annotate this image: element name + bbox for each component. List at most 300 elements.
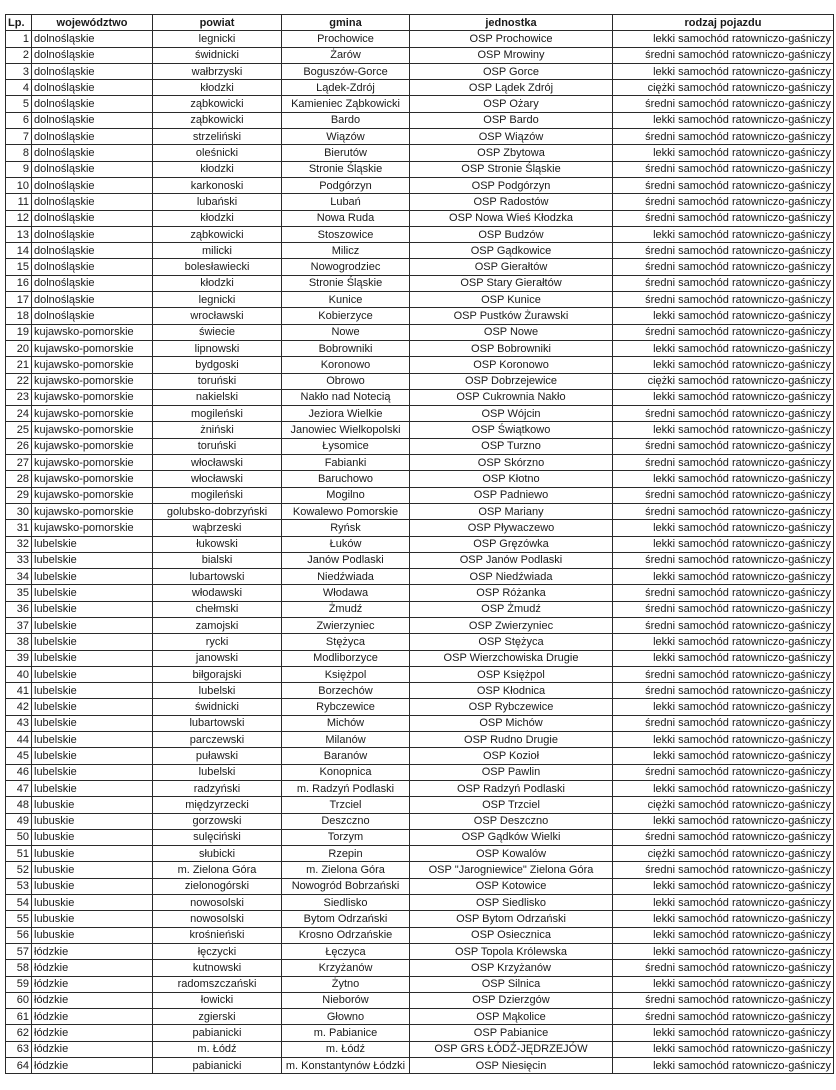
cell-lp: 15 [6,259,32,275]
cell-gmina: Nakło nad Notecią [282,389,410,405]
cell-wojewodztwo: lubelskie [32,683,153,699]
cell-wojewodztwo: kujawsko-pomorskie [32,520,153,536]
table-row [6,927,834,943]
cell-lp: 37 [6,617,32,633]
table-row [6,96,834,112]
table-row [6,1041,834,1057]
cell-jednostka: OSP Dobrzejewice [410,373,613,389]
cell-gmina: Fabianki [282,455,410,471]
cell-gmina: Trzciel [282,797,410,813]
cell-lp: 59 [6,976,32,992]
cell-gmina: Księżpol [282,666,410,682]
cell-lp: 55 [6,911,32,927]
cell-rodzaj-pojazdu: lekki samochód ratowniczo-gaśniczy [613,422,834,438]
cell-rodzaj-pojazdu: średni samochód ratowniczo-gaśniczy [613,129,834,145]
cell-wojewodztwo: kujawsko-pomorskie [32,357,153,373]
cell-lp: 38 [6,634,32,650]
cell-powiat: mogileński [153,487,282,503]
cell-jednostka: OSP Kunice [410,292,613,308]
cell-gmina: Lubań [282,194,410,210]
cell-powiat: nowosolski [153,911,282,927]
cell-powiat: nakielski [153,389,282,405]
table-row [6,943,834,959]
cell-powiat: sulęciński [153,829,282,845]
cell-jednostka: OSP Pływaczewo [410,520,613,536]
cell-jednostka: OSP Wiązów [410,129,613,145]
cell-jednostka: OSP Pabianice [410,1025,613,1041]
cell-powiat: bolesławiecki [153,259,282,275]
cell-rodzaj-pojazdu: lekki samochód ratowniczo-gaśniczy [613,520,834,536]
cell-jednostka: OSP Krzyżanów [410,960,613,976]
cell-wojewodztwo: dolnośląskie [32,63,153,79]
cell-wojewodztwo: dolnośląskie [32,308,153,324]
cell-powiat: kłodzki [153,161,282,177]
cell-rodzaj-pojazdu: lekki samochód ratowniczo-gaśniczy [613,634,834,650]
cell-powiat: janowski [153,650,282,666]
cell-gmina: Janów Podlaski [282,552,410,568]
cell-gmina: Modliborzyce [282,650,410,666]
table-row [6,503,834,519]
cell-jednostka: OSP Wierzchowiska Drugie [410,650,613,666]
cell-gmina: Prochowice [282,31,410,47]
cell-gmina: Lądek-Zdrój [282,80,410,96]
cell-powiat: lubartowski [153,715,282,731]
cell-lp: 61 [6,1009,32,1025]
cell-rodzaj-pojazdu: średni samochód ratowniczo-gaśniczy [613,1009,834,1025]
cell-lp: 48 [6,797,32,813]
cell-wojewodztwo: łódzkie [32,1009,153,1025]
table-row [6,406,834,422]
cell-powiat: milicki [153,243,282,259]
table-row [6,520,834,536]
cell-powiat: świdnicki [153,699,282,715]
cell-gmina: Kobierzyce [282,308,410,324]
cell-lp: 34 [6,569,32,585]
header-wojewodztwo: województwo [32,15,153,31]
cell-wojewodztwo: kujawsko-pomorskie [32,406,153,422]
cell-gmina: Obrowo [282,373,410,389]
cell-lp: 10 [6,177,32,193]
table-row [6,194,834,210]
cell-wojewodztwo: lubelskie [32,666,153,682]
cell-gmina: Niedźwiada [282,569,410,585]
cell-rodzaj-pojazdu: średni samochód ratowniczo-gaśniczy [613,992,834,1008]
cell-lp: 5 [6,96,32,112]
cell-rodzaj-pojazdu: średni samochód ratowniczo-gaśniczy [613,275,834,291]
cell-jednostka: OSP Zwierzyniec [410,617,613,633]
cell-powiat: parczewski [153,732,282,748]
cell-rodzaj-pojazdu: lekki samochód ratowniczo-gaśniczy [613,569,834,585]
table-row [6,748,834,764]
cell-lp: 49 [6,813,32,829]
cell-lp: 16 [6,275,32,291]
cell-rodzaj-pojazdu: średni samochód ratowniczo-gaśniczy [613,406,834,422]
cell-powiat: wałbrzyski [153,63,282,79]
cell-powiat: bydgoski [153,357,282,373]
table-row [6,683,834,699]
cell-wojewodztwo: lubuskie [32,813,153,829]
cell-powiat: m. Łódź [153,1041,282,1057]
cell-wojewodztwo: lubelskie [32,650,153,666]
cell-wojewodztwo: dolnośląskie [32,47,153,63]
cell-powiat: rycki [153,634,282,650]
cell-rodzaj-pojazdu: lekki samochód ratowniczo-gaśniczy [613,31,834,47]
table-row [6,471,834,487]
cell-wojewodztwo: lubelskie [32,764,153,780]
cell-powiat: włocławski [153,455,282,471]
cell-wojewodztwo: dolnośląskie [32,194,153,210]
cell-jednostka: OSP Mrowiny [410,47,613,63]
table-row [6,177,834,193]
cell-rodzaj-pojazdu: lekki samochód ratowniczo-gaśniczy [613,536,834,552]
cell-lp: 45 [6,748,32,764]
cell-wojewodztwo: dolnośląskie [32,129,153,145]
cell-rodzaj-pojazdu: średni samochód ratowniczo-gaśniczy [613,455,834,471]
cell-wojewodztwo: lubuskie [32,797,153,813]
cell-gmina: Milanów [282,732,410,748]
cell-gmina: Nowe [282,324,410,340]
cell-rodzaj-pojazdu: lekki samochód ratowniczo-gaśniczy [613,308,834,324]
cell-lp: 28 [6,471,32,487]
table-row [6,1009,834,1025]
cell-rodzaj-pojazdu: lekki samochód ratowniczo-gaśniczy [613,813,834,829]
table-row [6,324,834,340]
cell-rodzaj-pojazdu: średni samochód ratowniczo-gaśniczy [613,683,834,699]
cell-powiat: chełmski [153,601,282,617]
table-row [6,846,834,862]
cell-rodzaj-pojazdu: lekki samochód ratowniczo-gaśniczy [613,226,834,242]
table-row [6,226,834,242]
table-row [6,911,834,927]
cell-lp: 6 [6,112,32,128]
cell-powiat: toruński [153,373,282,389]
cell-lp: 41 [6,683,32,699]
cell-gmina: Nowogrodziec [282,259,410,275]
header-rodzaj-pojazdu: rodzaj pojazdu [613,15,834,31]
cell-powiat: słubicki [153,846,282,862]
cell-lp: 43 [6,715,32,731]
cell-wojewodztwo: łódzkie [32,943,153,959]
cell-rodzaj-pojazdu: lekki samochód ratowniczo-gaśniczy [613,878,834,894]
table-row [6,357,834,373]
cell-lp: 51 [6,846,32,862]
cell-wojewodztwo: lubuskie [32,862,153,878]
cell-powiat: łowicki [153,992,282,1008]
cell-lp: 13 [6,226,32,242]
cell-rodzaj-pojazdu: lekki samochód ratowniczo-gaśniczy [613,389,834,405]
table-row [6,112,834,128]
cell-jednostka: OSP Stronie Śląskie [410,161,613,177]
cell-powiat: łukowski [153,536,282,552]
cell-rodzaj-pojazdu: lekki samochód ratowniczo-gaśniczy [613,748,834,764]
cell-wojewodztwo: łódzkie [32,976,153,992]
cell-lp: 35 [6,585,32,601]
cell-gmina: Rybczewice [282,699,410,715]
table-row [6,862,834,878]
cell-gmina: Krzyżanów [282,960,410,976]
cell-rodzaj-pojazdu: lekki samochód ratowniczo-gaśniczy [613,943,834,959]
cell-wojewodztwo: lubuskie [32,878,153,894]
cell-powiat: legnicki [153,292,282,308]
table-row [6,422,834,438]
cell-rodzaj-pojazdu: średni samochód ratowniczo-gaśniczy [613,617,834,633]
table-row [6,438,834,454]
cell-rodzaj-pojazdu: ciężki samochód ratowniczo-gaśniczy [613,797,834,813]
cell-lp: 1 [6,31,32,47]
cell-powiat: oleśnicki [153,145,282,161]
cell-jednostka: OSP Gądków Wielki [410,829,613,845]
cell-powiat: pabianicki [153,1025,282,1041]
cell-powiat: świdnicki [153,47,282,63]
cell-gmina: Głowno [282,1009,410,1025]
cell-wojewodztwo: dolnośląskie [32,226,153,242]
cell-wojewodztwo: łódzkie [32,1058,153,1074]
header-jednostka: jednostka [410,15,613,31]
cell-jednostka: OSP Janów Podlaski [410,552,613,568]
cell-powiat: radzyński [153,780,282,796]
cell-wojewodztwo: kujawsko-pomorskie [32,471,153,487]
table-row [6,650,834,666]
table-row [6,487,834,503]
cell-gmina: Baranów [282,748,410,764]
table-row [6,585,834,601]
table-row [6,129,834,145]
cell-jednostka: OSP Niesięcin [410,1058,613,1074]
cell-rodzaj-pojazdu: średni samochód ratowniczo-gaśniczy [613,96,834,112]
cell-rodzaj-pojazdu: lekki samochód ratowniczo-gaśniczy [613,1058,834,1074]
cell-jednostka: OSP Pustków Żurawski [410,308,613,324]
cell-jednostka: OSP Topola Królewska [410,943,613,959]
table-row [6,308,834,324]
cell-lp: 4 [6,80,32,96]
table-row [6,569,834,585]
cell-rodzaj-pojazdu: średni samochód ratowniczo-gaśniczy [613,324,834,340]
cell-gmina: Nowa Ruda [282,210,410,226]
cell-lp: 18 [6,308,32,324]
cell-gmina: Bobrowniki [282,340,410,356]
cell-gmina: Stronie Śląskie [282,161,410,177]
cell-powiat: toruński [153,438,282,454]
cell-powiat: biłgorajski [153,666,282,682]
cell-rodzaj-pojazdu: średni samochód ratowniczo-gaśniczy [613,666,834,682]
cell-jednostka: OSP Michów [410,715,613,731]
cell-gmina: Jeziora Wielkie [282,406,410,422]
cell-powiat: włodawski [153,585,282,601]
cell-gmina: Stoszowice [282,226,410,242]
cell-wojewodztwo: dolnośląskie [32,259,153,275]
cell-powiat: mogileński [153,406,282,422]
cell-wojewodztwo: kujawsko-pomorskie [32,455,153,471]
cell-lp: 23 [6,389,32,405]
table-row [6,243,834,259]
cell-powiat: lubelski [153,764,282,780]
cell-gmina: Nieborów [282,992,410,1008]
cell-jednostka: OSP Gorce [410,63,613,79]
cell-lp: 60 [6,992,32,1008]
cell-rodzaj-pojazdu: ciężki samochód ratowniczo-gaśniczy [613,373,834,389]
cell-powiat: łęczycki [153,943,282,959]
cell-powiat: krośnieński [153,927,282,943]
cell-wojewodztwo: lubelskie [32,780,153,796]
cell-jednostka: OSP Kotowice [410,878,613,894]
cell-gmina: Łęczyca [282,943,410,959]
table-row [6,960,834,976]
cell-rodzaj-pojazdu: lekki samochód ratowniczo-gaśniczy [613,976,834,992]
cell-lp: 22 [6,373,32,389]
cell-wojewodztwo: łódzkie [32,960,153,976]
cell-rodzaj-pojazdu: średni samochód ratowniczo-gaśniczy [613,259,834,275]
cell-powiat: ząbkowicki [153,226,282,242]
cell-gmina: Bytom Odrzański [282,911,410,927]
cell-powiat: zielonogórski [153,878,282,894]
cell-jednostka: OSP Kowalów [410,846,613,862]
cell-lp: 21 [6,357,32,373]
cell-jednostka: OSP Radzyń Podlaski [410,780,613,796]
cell-jednostka: OSP Turzno [410,438,613,454]
cell-lp: 9 [6,161,32,177]
cell-gmina: Podgórzyn [282,177,410,193]
cell-rodzaj-pojazdu: średni samochód ratowniczo-gaśniczy [613,829,834,845]
cell-lp: 26 [6,438,32,454]
cell-lp: 11 [6,194,32,210]
cell-wojewodztwo: kujawsko-pomorskie [32,340,153,356]
cell-rodzaj-pojazdu: lekki samochód ratowniczo-gaśniczy [613,895,834,911]
cell-lp: 52 [6,862,32,878]
cell-jednostka: OSP Gierałtów [410,259,613,275]
table-row [6,31,834,47]
cell-powiat: puławski [153,748,282,764]
cell-gmina: Kamieniec Ząbkowicki [282,96,410,112]
cell-gmina: Zwierzyniec [282,617,410,633]
cell-lp: 40 [6,666,32,682]
cell-jednostka: OSP Stężyca [410,634,613,650]
cell-wojewodztwo: dolnośląskie [32,210,153,226]
cell-powiat: kłodzki [153,275,282,291]
table-row [6,601,834,617]
cell-rodzaj-pojazdu: średni samochód ratowniczo-gaśniczy [613,438,834,454]
table-row [6,63,834,79]
cell-powiat: ząbkowicki [153,96,282,112]
cell-jednostka: OSP Bobrowniki [410,340,613,356]
cell-rodzaj-pojazdu: średni samochód ratowniczo-gaśniczy [613,194,834,210]
cell-gmina: m. Pabianice [282,1025,410,1041]
cell-lp: 39 [6,650,32,666]
cell-gmina: Deszczno [282,813,410,829]
header-row [6,15,834,31]
cell-wojewodztwo: kujawsko-pomorskie [32,373,153,389]
cell-wojewodztwo: dolnośląskie [32,31,153,47]
cell-rodzaj-pojazdu: średni samochód ratowniczo-gaśniczy [613,47,834,63]
cell-wojewodztwo: lubelskie [32,699,153,715]
cell-jednostka: OSP Księżpol [410,666,613,682]
cell-jednostka: OSP Padniewo [410,487,613,503]
cell-powiat: ząbkowicki [153,112,282,128]
cell-gmina: m. Zielona Góra [282,862,410,878]
cell-wojewodztwo: dolnośląskie [32,275,153,291]
table-row [6,389,834,405]
cell-gmina: Kowalewo Pomorskie [282,503,410,519]
cell-jednostka: OSP Deszczno [410,813,613,829]
cell-wojewodztwo: kujawsko-pomorskie [32,438,153,454]
cell-wojewodztwo: dolnośląskie [32,177,153,193]
cell-lp: 24 [6,406,32,422]
cell-wojewodztwo: kujawsko-pomorskie [32,487,153,503]
cell-powiat: wąbrzeski [153,520,282,536]
cell-powiat: nowosolski [153,895,282,911]
cell-jednostka: OSP Kłotno [410,471,613,487]
cell-gmina: Milicz [282,243,410,259]
table-row [6,373,834,389]
cell-rodzaj-pojazdu: średni samochód ratowniczo-gaśniczy [613,552,834,568]
cell-rodzaj-pojazdu: średni samochód ratowniczo-gaśniczy [613,487,834,503]
cell-rodzaj-pojazdu: średni samochód ratowniczo-gaśniczy [613,764,834,780]
table-row [6,536,834,552]
cell-jednostka: OSP Nowa Wieś Kłodzka [410,210,613,226]
table-row [6,1025,834,1041]
cell-gmina: Włodawa [282,585,410,601]
cell-rodzaj-pojazdu: średni samochód ratowniczo-gaśniczy [613,161,834,177]
cell-lp: 58 [6,960,32,976]
cell-gmina: Janowiec Wielkopolski [282,422,410,438]
cell-jednostka: OSP Podgórzyn [410,177,613,193]
table-row [6,210,834,226]
table-row [6,699,834,715]
header-gmina: gmina [282,15,410,31]
cell-lp: 36 [6,601,32,617]
cell-lp: 47 [6,780,32,796]
cell-rodzaj-pojazdu: średni samochód ratowniczo-gaśniczy [613,862,834,878]
cell-wojewodztwo: lubuskie [32,895,153,911]
cell-rodzaj-pojazdu: średni samochód ratowniczo-gaśniczy [613,960,834,976]
cell-wojewodztwo: dolnośląskie [32,96,153,112]
cell-gmina: Stężyca [282,634,410,650]
table-row [6,666,834,682]
cell-powiat: włocławski [153,471,282,487]
cell-jednostka: OSP Kłodnica [410,683,613,699]
cell-powiat: kłodzki [153,210,282,226]
cell-lp: 8 [6,145,32,161]
table-row [6,764,834,780]
cell-gmina: Żmudź [282,601,410,617]
cell-rodzaj-pojazdu: ciężki samochód ratowniczo-gaśniczy [613,846,834,862]
table-row [6,976,834,992]
cell-powiat: golubsko-dobrzyński [153,503,282,519]
cell-powiat: karkonoski [153,177,282,193]
cell-powiat: świecie [153,324,282,340]
cell-rodzaj-pojazdu: średni samochód ratowniczo-gaśniczy [613,585,834,601]
cell-lp: 50 [6,829,32,845]
table-row [6,259,834,275]
cell-gmina: Łuków [282,536,410,552]
cell-lp: 42 [6,699,32,715]
cell-jednostka: OSP Trzciel [410,797,613,813]
table-row [6,732,834,748]
cell-gmina: Bierutów [282,145,410,161]
cell-rodzaj-pojazdu: lekki samochód ratowniczo-gaśniczy [613,1041,834,1057]
cell-jednostka: OSP Lądek Zdrój [410,80,613,96]
cell-rodzaj-pojazdu: średni samochód ratowniczo-gaśniczy [613,210,834,226]
cell-jednostka: OSP Koronowo [410,357,613,373]
cell-gmina: Konopnica [282,764,410,780]
table-row [6,275,834,291]
cell-gmina: Żytno [282,976,410,992]
table-row [6,715,834,731]
cell-wojewodztwo: dolnośląskie [32,80,153,96]
cell-wojewodztwo: kujawsko-pomorskie [32,389,153,405]
cell-lp: 12 [6,210,32,226]
cell-jednostka: OSP Świątkowo [410,422,613,438]
cell-rodzaj-pojazdu: ciężki samochód ratowniczo-gaśniczy [613,80,834,96]
